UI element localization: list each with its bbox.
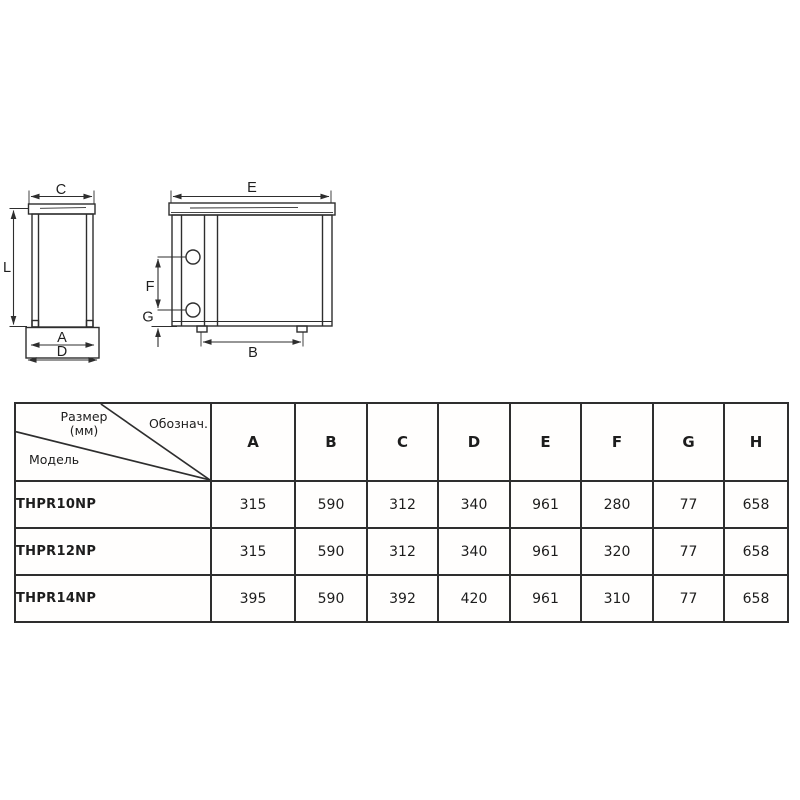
dimension-drawing: [0, 180, 345, 364]
front-view: [142, 180, 335, 361]
dim-value: 420: [438, 575, 510, 622]
col-header-f: F: [581, 403, 653, 481]
table-header-row: [15, 403, 788, 481]
model-name: THPR10NP: [15, 481, 211, 528]
model-name: THPR14NP: [15, 575, 211, 622]
table-corner-cell: [15, 403, 211, 481]
dim-value: 590: [295, 575, 367, 622]
dim-label-g: G: [142, 309, 154, 326]
corner-model-label: Модель: [29, 452, 80, 467]
dim-value: 315: [211, 528, 295, 575]
dim-value: 310: [581, 575, 653, 622]
dim-label-c: C: [55, 182, 67, 198]
dim-label-l: L: [2, 260, 12, 276]
model-name: THPR12NP: [15, 528, 211, 575]
dim-value: 658: [724, 528, 788, 575]
dim-label-b: B: [248, 345, 258, 361]
dim-label-e: E: [247, 180, 257, 196]
table-row: [15, 528, 788, 575]
dim-value: 340: [438, 528, 510, 575]
col-header-e: E: [510, 403, 581, 481]
col-header-b: B: [295, 403, 367, 481]
dim-value: 392: [367, 575, 438, 622]
table-row: [15, 575, 788, 622]
upper-port: [186, 250, 200, 264]
dim-value: 961: [510, 528, 581, 575]
table-row: [15, 481, 788, 528]
dim-value: 590: [295, 528, 367, 575]
side-view: [3, 182, 99, 360]
lower-port: [186, 303, 200, 317]
dim-value: 590: [295, 481, 367, 528]
dim-value: 77: [653, 575, 724, 622]
dim-label-d: D: [56, 344, 68, 360]
dim-label-f: F: [145, 279, 155, 295]
dim-value: 77: [653, 528, 724, 575]
col-header-a: A: [211, 403, 295, 481]
dim-value: 961: [510, 481, 581, 528]
dim-value: 395: [211, 575, 295, 622]
dim-value: 312: [367, 481, 438, 528]
col-header-c: C: [367, 403, 438, 481]
dim-value: 77: [653, 481, 724, 528]
dim-value: 312: [367, 528, 438, 575]
dim-value: 658: [724, 481, 788, 528]
dimensions-table: [14, 402, 789, 623]
dim-value: 320: [581, 528, 653, 575]
dim-value: 340: [438, 481, 510, 528]
dim-value: 961: [510, 575, 581, 622]
dim-value: 658: [724, 575, 788, 622]
dim-label-a: A: [57, 330, 67, 346]
col-header-h: H: [724, 403, 788, 481]
dim-value: 315: [211, 481, 295, 528]
col-header-d: D: [438, 403, 510, 481]
corner-designation-label: Обознач.: [148, 416, 208, 431]
col-header-g: G: [653, 403, 724, 481]
corner-size-label: Размер (мм): [60, 409, 108, 439]
dim-value: 280: [581, 481, 653, 528]
